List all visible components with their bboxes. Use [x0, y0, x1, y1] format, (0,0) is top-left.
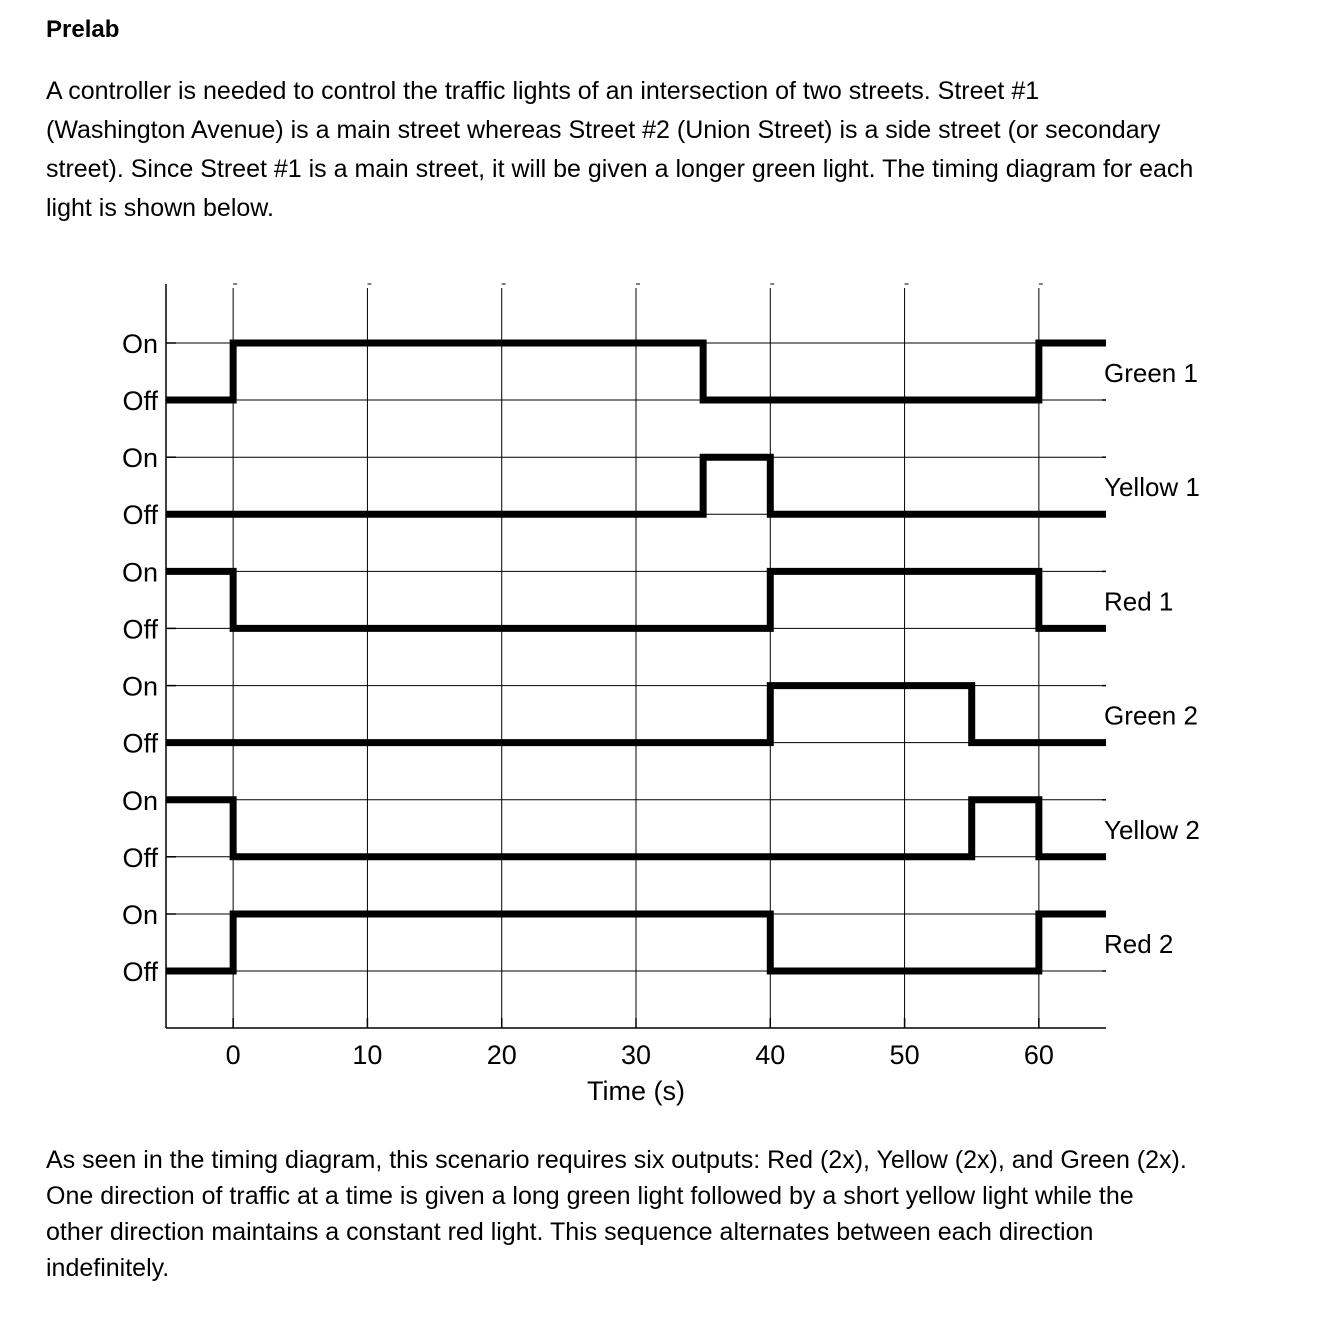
state-label: Off [122, 728, 158, 759]
conclusion-paragraph [46, 1142, 1296, 1286]
intro-line: light is shown below. [46, 194, 274, 222]
x-tick-label: 40 [755, 1040, 786, 1070]
intro-line: A controller is needed to control the traffic lights of an intersection of two streets. Street #1 [46, 77, 1040, 105]
x-tick-label: 30 [620, 1040, 652, 1070]
series-label: Green 2 [1104, 700, 1198, 731]
x-tick-label: 10 [352, 1040, 383, 1070]
state-label: On [121, 785, 158, 816]
x-axis-label: Time (s) [587, 1076, 685, 1106]
state-label: On [121, 557, 158, 588]
conclusion-line: indefinitely. [46, 1254, 170, 1282]
state-label: Off [122, 386, 158, 416]
series-label: Yellow 2 [1104, 814, 1200, 845]
x-tick-label: 20 [486, 1040, 517, 1070]
state-label: On [121, 900, 158, 930]
intro-line: street). Since Street #1 is a main street, it will be given a longer green light. The timing diagram for each [46, 155, 1194, 183]
state-label: On [121, 443, 158, 474]
x-tick-label: 60 [1023, 1040, 1054, 1070]
state-label: On [121, 671, 158, 702]
page-heading: Prelab [46, 16, 120, 43]
conclusion-line: One direction of traffic at a time is given a long green light followed by a short yellow light while the [46, 1182, 1134, 1210]
conclusion-line: As seen in the timing diagram, this scenario requires six outputs: Red (2x), Yellow (2x), and Green (2x). [46, 1146, 1187, 1174]
series-label: Green 1 [1104, 358, 1198, 388]
series-label: Red 2 [1104, 929, 1174, 959]
conclusion-line: other direction maintains a constant red light. This sequence alternates between each direction [46, 1218, 1094, 1246]
series-label: Red 1 [1104, 586, 1174, 617]
state-label: Off [122, 957, 158, 987]
intro-paragraph [46, 72, 1306, 228]
state-label: Off [122, 500, 158, 531]
x-tick-label: 0 [225, 1040, 241, 1070]
intro-line: (Washington Avenue) is a main street whereas Street #2 (Union Street) is a side street (or secondary [46, 116, 1161, 144]
series-label: Yellow 1 [1104, 472, 1200, 503]
state-label: Off [122, 614, 158, 645]
state-label: Off [122, 842, 158, 873]
x-tick-label: 50 [889, 1040, 920, 1070]
state-label: On [121, 329, 158, 359]
timing-diagram [0, 270, 1332, 1120]
